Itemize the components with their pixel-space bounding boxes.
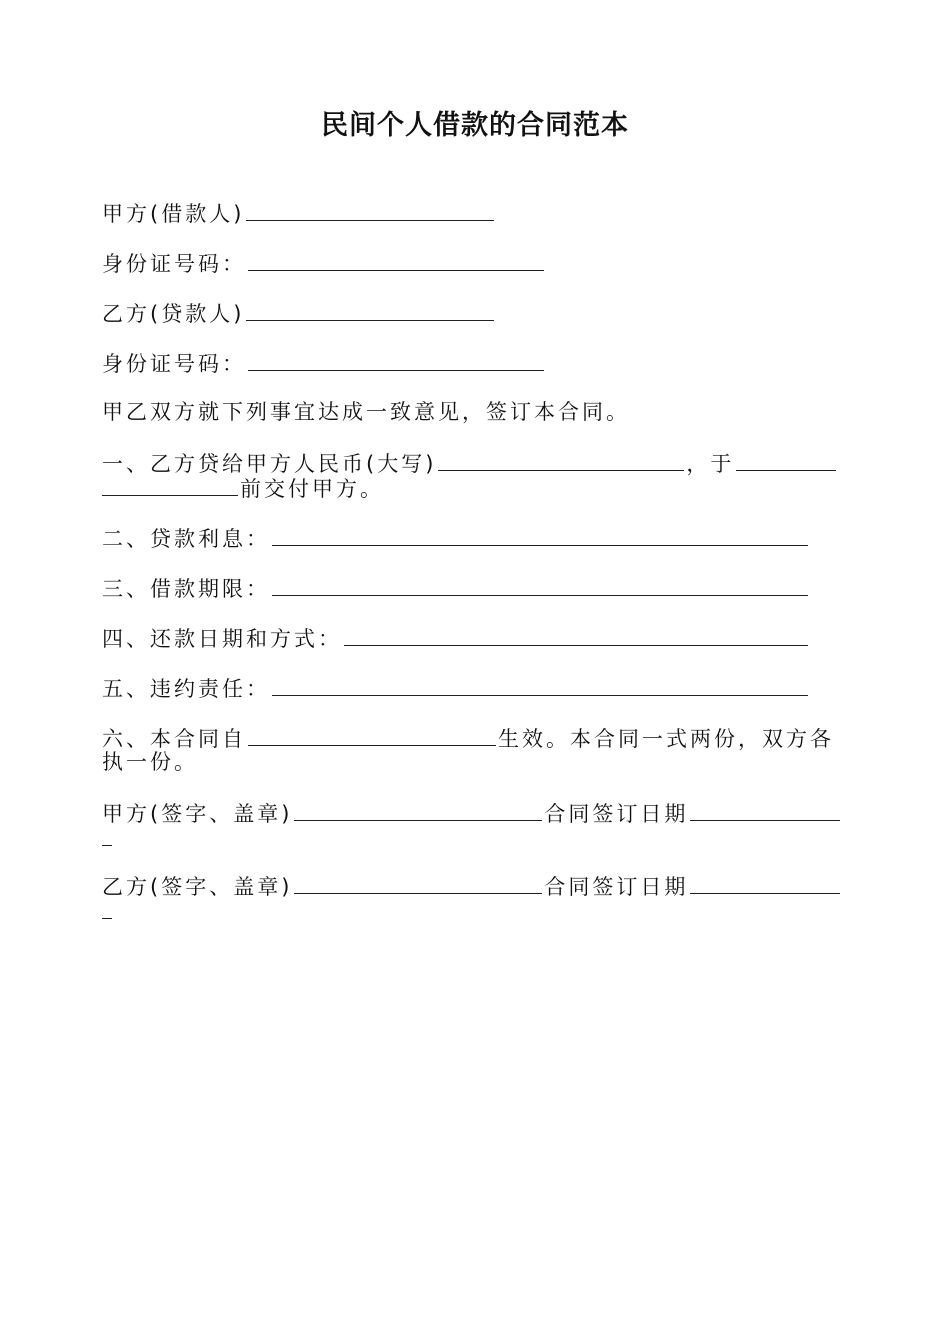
clause-6-suffix: 生效。本合同一式两份，双方各 bbox=[498, 727, 834, 751]
id-number-label-2: 身份证号码： bbox=[102, 352, 246, 376]
clause-6-prefix: 六、本合同自 bbox=[102, 727, 246, 751]
sign-a-label: 甲方(签字、盖章) bbox=[102, 802, 293, 826]
sign-a-date-blank[interactable] bbox=[690, 800, 840, 821]
repayment-blank[interactable] bbox=[344, 625, 808, 646]
party-a-line bbox=[102, 200, 852, 226]
sign-a-date-label: 合同签订日期 bbox=[544, 802, 689, 826]
clause-6-line-2: 执一份。 bbox=[102, 750, 198, 774]
sign-b-line bbox=[102, 873, 852, 899]
delivery-date-blank-a[interactable] bbox=[736, 450, 836, 471]
id-number-blank-2[interactable] bbox=[248, 350, 544, 371]
clause-4-line bbox=[102, 625, 852, 651]
amount-blank[interactable] bbox=[438, 450, 684, 471]
clause-3-line bbox=[102, 575, 852, 601]
party-b-name-blank[interactable] bbox=[246, 300, 494, 321]
clause-1-prefix: 一、乙方贷给甲方人民币(大写) bbox=[102, 452, 437, 476]
party-b-line bbox=[102, 300, 852, 326]
sign-a-line bbox=[102, 800, 852, 826]
sign-b-date-blank[interactable] bbox=[690, 873, 840, 894]
party-b-label: 乙方(贷款人) bbox=[102, 302, 245, 326]
clause-2-line bbox=[102, 525, 852, 551]
clause-1-suffix: 前交付甲方。 bbox=[240, 477, 384, 501]
document-title: 民间个人借款的合同范本 bbox=[321, 110, 629, 141]
clause-4-label: 四、还款日期和方式： bbox=[102, 627, 342, 651]
id-number-label-1: 身份证号码： bbox=[102, 252, 246, 276]
sign-a-date-blank-wrap bbox=[102, 845, 112, 846]
sign-b-date-blank-wrap bbox=[102, 918, 112, 919]
term-blank[interactable] bbox=[272, 575, 808, 596]
sign-b-label: 乙方(签字、盖章) bbox=[102, 875, 293, 899]
clause-1-mid: ，于 bbox=[686, 452, 735, 476]
id-number-line-2 bbox=[102, 350, 852, 376]
id-number-line-1 bbox=[102, 250, 852, 276]
clause-5-line bbox=[102, 675, 852, 701]
sign-b-blank[interactable] bbox=[294, 873, 542, 894]
intro-line: 甲乙双方就下列事宜达成一致意见，签订本合同。 bbox=[102, 400, 630, 424]
party-a-label: 甲方(借款人) bbox=[102, 202, 245, 226]
clause-6-line bbox=[102, 725, 852, 751]
effective-date-blank[interactable] bbox=[248, 725, 496, 746]
sign-b-date-label: 合同签订日期 bbox=[544, 875, 689, 899]
clause-2-label: 二、贷款利息： bbox=[102, 527, 270, 551]
default-liability-blank[interactable] bbox=[272, 675, 808, 696]
sign-a-blank[interactable] bbox=[294, 800, 542, 821]
delivery-date-blank-b[interactable] bbox=[102, 475, 238, 496]
party-a-name-blank[interactable] bbox=[246, 200, 494, 221]
clause-1-line-2 bbox=[102, 475, 852, 501]
id-number-blank-1[interactable] bbox=[248, 250, 544, 271]
clause-5-label: 五、违约责任： bbox=[102, 677, 270, 701]
clause-1-line bbox=[102, 450, 852, 476]
clause-3-label: 三、借款期限： bbox=[102, 577, 270, 601]
interest-blank[interactable] bbox=[272, 525, 808, 546]
